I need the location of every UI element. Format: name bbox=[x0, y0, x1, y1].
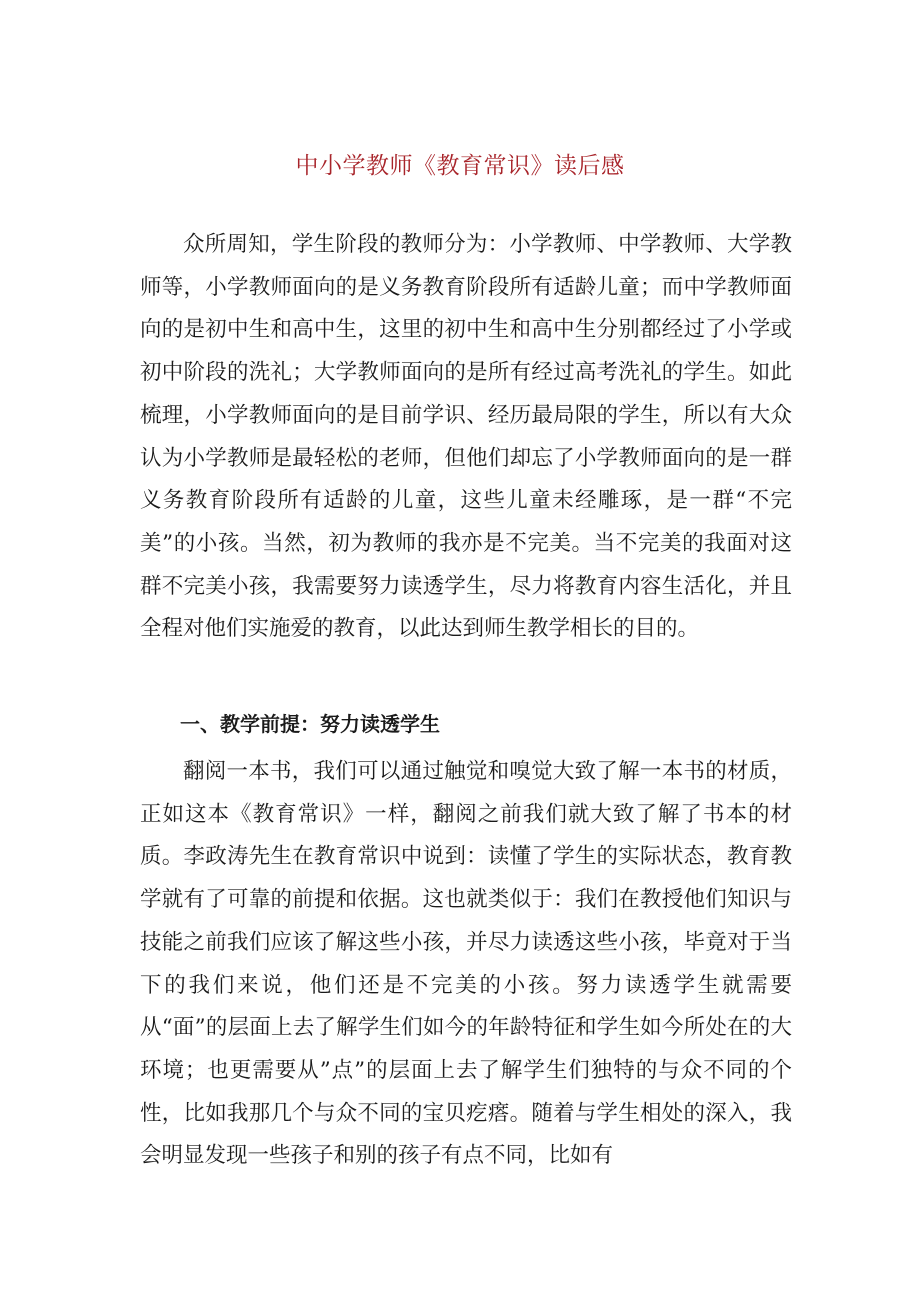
paragraph-intro: 众所周知，学生阶段的教师分为：小学教师、中学教师、大学教师等，小学教师面向的是义务教育阶段所有适龄儿童；而中学教师面向的是初中生和高中生，这里的初中生和高中生分别都经过了小学或初中阶段的洗礼；大学教师面向的是所有经过高考洗礼的学生。如此梳理，小学教师面向的是目前学识、经历最局限的学生，所以有大众认为小学教师是最轻松的老师，但他们却忘了小学教师面向的是一群义务教育阶段所有适龄的儿童，这些儿童未经雕琢，是一群“不完美”的小孩。当然，初为教师的我亦是不完美。当不完美的我面对这群不完美小孩，我需要努力读透学生，尽力将教育内容生活化，并且全程对他们实施爱的教育，以此达到师生教学相长的目的。 bbox=[140, 232, 792, 642]
section-heading-1: 一、教学前提：努力读透学生 bbox=[180, 712, 440, 736]
paragraph-section-1: 翻阅一本书，我们可以通过触觉和嗅觉大致了解一本书的材质，正如这本《教育常识》一样，翻阅之前我们就大致了解了书本的材质。李政涛先生在教育常识中说到：读懂了学生的实际状态，教育教学就有了可靠的前提和依据。这也就类似于：我们在教授他们知识与技能之前我们应该了解这些小孩，并尽力读透这些小孩，毕竟对于当下的我们来说，他们还是不完美的小孩。努力读透学生就需要从“面”的层面上去了解学生们如今的年龄特征和学生如今所处在的大环境；也更需要从”点”的层面上去了解学生们独特的与众不同的个性，比如我那几个与众不同的宝贝疙瘩。随着与学生相处的深入，我会明显发现一些孩子和别的孩子有点不同，比如有 bbox=[140, 759, 792, 1169]
document-title: 中小学教师《教育常识》读后感 bbox=[295, 153, 625, 179]
